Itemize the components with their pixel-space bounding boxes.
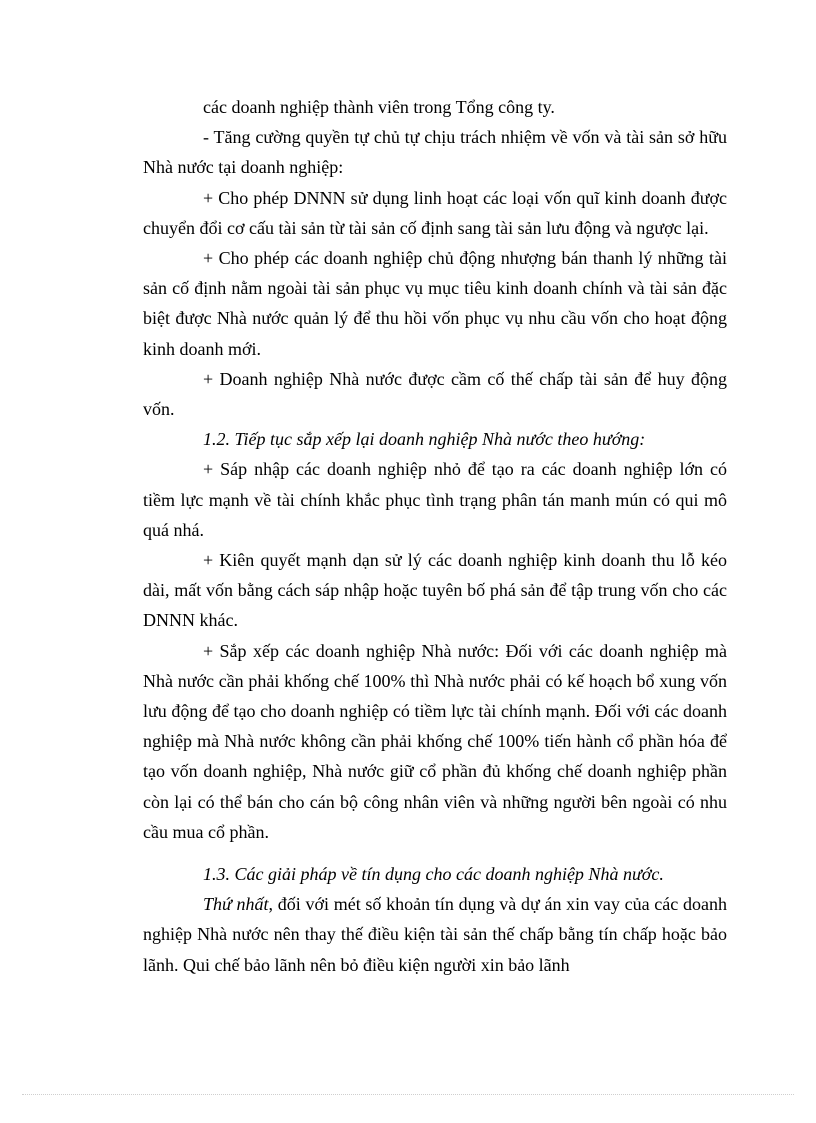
paragraph-last [143,889,727,980]
paragraph: - Tăng cường quyền tự chủ tự chịu trách nhiệm về vốn và tài sản sở hữu Nhà nước tại doanh nghiệp: [143,127,727,178]
paragraph: + Cho phép các doanh nghiệp chủ động nhượng bán thanh lý những tài sản cố định nằm ngoài tài sản phục vụ mục tiêu kinh doanh chính và tài sản đặc biệt được Nhà nước quản lý để thu hồi vốn phục vụ nhu cầu vốn cho hoạt động kinh doanh mới. [143,248,727,359]
italic-lead: Thứ nhất [203,894,269,915]
page-bottom-divider [22,1094,794,1095]
paragraph: + Kiên quyết mạnh dạn sử lý các doanh nghiệp kinh doanh thu lỗ kéo dài, mất vốn bằng cách sáp nhập hoặc tuyên bố phá sản để tập trung vốn cho các DNNN khác. [143,550,727,631]
paragraph: + Cho phép DNNN sử dụng linh hoạt các loại vốn quĩ kinh doanh được chuyển đổi cơ cấu tài sản từ tài sản cố định sang tài sản lưu động và ngược lại. [143,187,727,238]
document-body [143,92,727,980]
paragraph: + Doanh nghiệp Nhà nước được cầm cố thế chấp tài sản để huy động vốn. [143,368,727,420]
section-heading-1-2: 1.2. Tiếp tục sắp xếp lại doanh nghiệp Nhà nước theo hướng: [203,429,646,450]
section-heading-1-3: 1.3. Các giải pháp về tín dụng cho các doanh nghiệp Nhà nước. [203,864,664,885]
paragraph: + Sắp xếp các doanh nghiệp Nhà nước: Đối với các doanh nghiệp mà Nhà nước cần phải khống chế 100% thì Nhà nước phải có kế hoạch bổ xung vốn lưu động để tạo cho doanh nghiệp có tiềm lực tài chính mạnh. Đối với các doanh nghiệp mà Nhà nước không cần phải khống chế 100% tiến hành cổ phần hóa để tạo vốn doanh nghiệp, Nhà nước giữ cổ phần đủ khống chế doanh nghiệp phần còn lại có thể bán cho cán bộ công nhân viên và những người bên ngoài có nhu cầu mua cổ phần. [143,640,727,842]
paragraph-text: , đối với mét số khoản tín dụng và dự án xin vay của các doanh nghiệp Nhà nước nên thay thế điều kiện tài sản thế chấp bằng tín chấp hoặc bảo lãnh. Qui chế bảo lãnh nên bỏ điều kiện người xin bảo lãnh [143,894,727,975]
paragraph: các doanh nghiệp thành viên trong Tổng công ty. [203,97,555,117]
paragraph: + Sáp nhập các doanh nghiệp nhỏ để tạo ra các doanh nghiệp lớn có tiềm lực mạnh về tài chính khắc phục tình trạng phân tán manh mún có qui mô quá nhá. [143,459,727,540]
